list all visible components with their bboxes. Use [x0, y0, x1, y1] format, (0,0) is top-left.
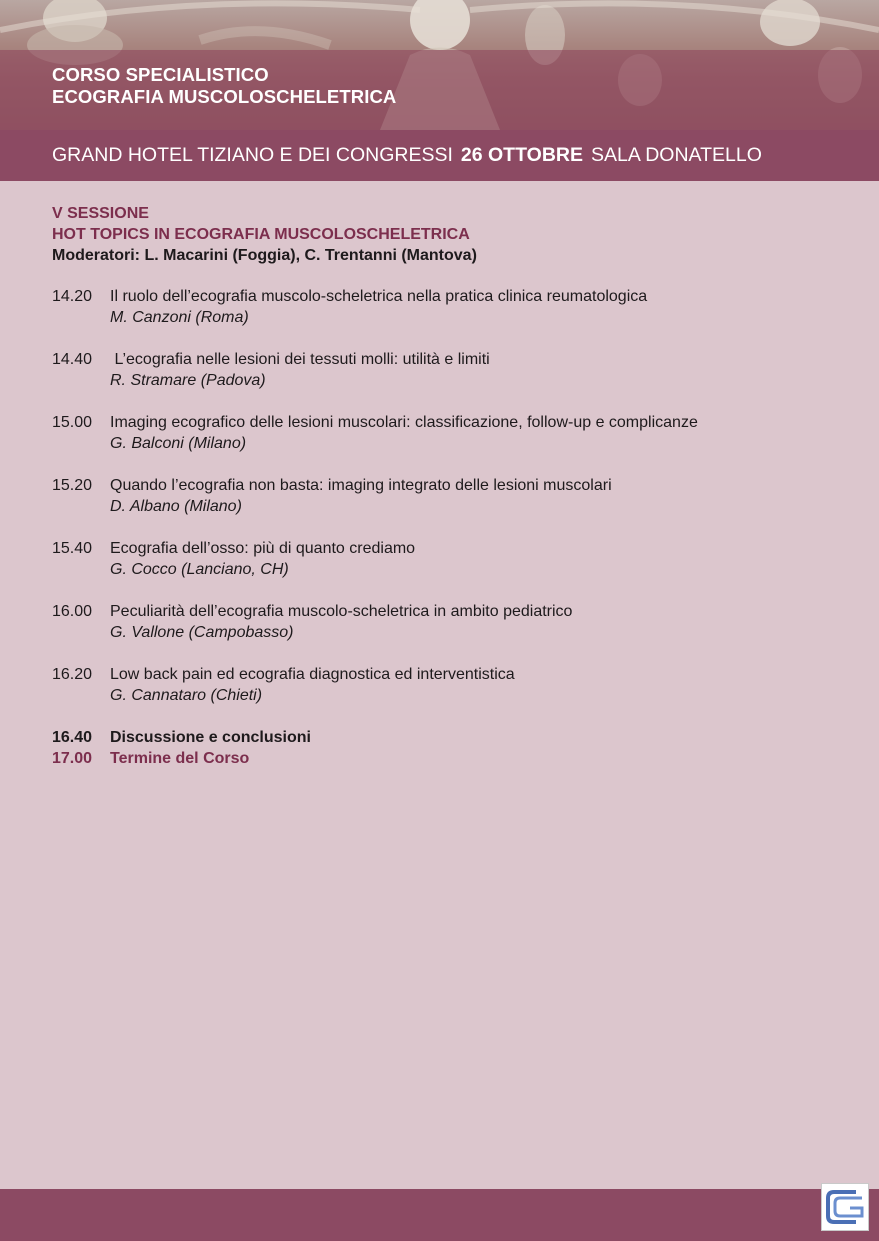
- session-topic: HOT TOPICS IN ECOGRAFIA MUSCOLOSCHELETRICA: [52, 226, 470, 243]
- agenda-time: 16.20: [52, 666, 93, 683]
- agenda-title: Il ruolo dell’ecografia muscolo-scheletrica nella pratica clinica reumatologica: [110, 288, 648, 305]
- agenda-time: 15.20: [52, 477, 93, 494]
- header-photo-banner: [0, 0, 879, 130]
- agenda-speaker: G. Cocco (Lanciano, CH): [110, 561, 289, 578]
- agenda-title: L’ecografia nelle lesioni dei tessuti molli: utilità e limiti: [110, 351, 490, 368]
- agenda-speaker: G. Cannataro (Chieti): [110, 687, 263, 704]
- agenda-speaker: G. Balconi (Milano): [110, 435, 247, 452]
- agenda-title: Peculiarità dell’ecografia muscolo-scheletrica in ambito pediatrico: [110, 603, 573, 620]
- agenda-time: 14.20: [52, 288, 93, 305]
- footer-bar: [0, 1189, 879, 1241]
- agenda-title: Ecografia dell’osso: più di quanto crediamo: [110, 540, 416, 557]
- event-date: 26 OTTOBRE: [460, 144, 583, 166]
- discussion-time: 16.40: [52, 729, 93, 746]
- organizer-logo-icon: [821, 1183, 869, 1231]
- agenda-item: [52, 475, 832, 538]
- session-header: [52, 203, 477, 266]
- agenda-speaker: R. Stramare (Padova): [110, 372, 266, 389]
- agenda-time: 15.00: [52, 414, 93, 431]
- session-moderators: Moderatori: L. Macarini (Foggia), C. Trentanni (Mantova): [52, 247, 477, 264]
- agenda-time: 14.40: [52, 351, 93, 368]
- course-title-line2: ECOGRAFIA MUSCOLOSCHELETRICA: [52, 86, 397, 107]
- agenda-item: [52, 601, 832, 664]
- course-title-line1: CORSO SPECIALISTICO: [52, 64, 269, 85]
- agenda-item: [52, 538, 832, 601]
- agenda-title: Imaging ecografico delle lesioni muscolari: classificazione, follow-up e complicanze: [110, 414, 698, 431]
- agenda-time: 15.40: [52, 540, 93, 557]
- end-time: 17.00: [52, 750, 93, 767]
- discussion-label: Discussione e conclusioni: [110, 729, 311, 746]
- agenda-title: Quando l’ecografia non basta: imaging integrato delle lesioni muscolari: [110, 477, 612, 494]
- agenda-speaker: M. Canzoni (Roma): [110, 309, 249, 326]
- session-number: V SESSIONE: [52, 205, 149, 222]
- agenda-speaker: D. Albano (Milano): [110, 498, 242, 515]
- agenda-item: [52, 286, 832, 349]
- agenda-speaker: G. Vallone (Campobasso): [110, 624, 294, 641]
- agenda-title: Low back pain ed ecografia diagnostica ed interventistica: [110, 666, 515, 683]
- agenda-time: 16.00: [52, 603, 93, 620]
- venue-name: GRAND HOTEL TIZIANO E DEI CONGRESSI: [52, 144, 453, 166]
- agenda-item: [52, 412, 832, 475]
- room-name: SALA DONATELLO: [591, 144, 762, 166]
- agenda-list: [52, 286, 832, 727]
- agenda-item: [52, 349, 832, 412]
- end-label: Termine del Corso: [110, 750, 250, 767]
- course-title: [52, 64, 396, 108]
- agenda-item: [52, 664, 832, 727]
- venue-bar: [0, 130, 879, 181]
- logo-mark: [822, 1184, 868, 1230]
